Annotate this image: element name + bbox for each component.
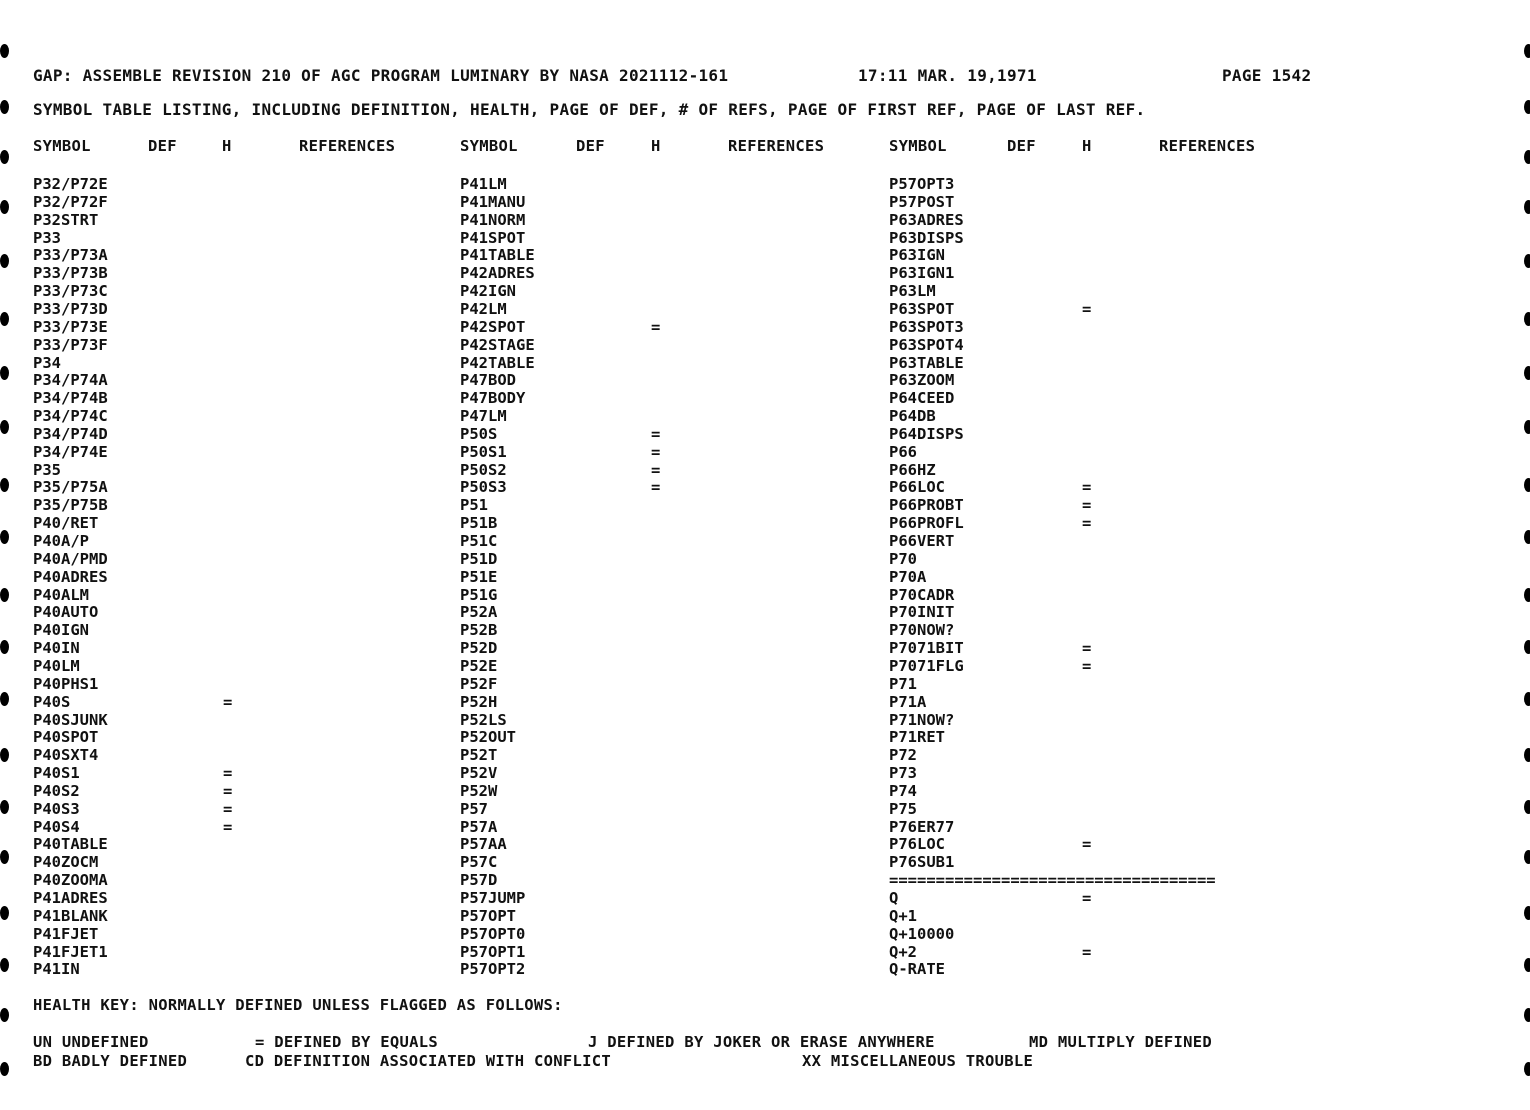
symbol-cell: Q+2 (889, 942, 917, 961)
punch-hole (1524, 906, 1530, 920)
col2-def-header: DEF (576, 137, 605, 155)
symbol-cell: P63ZOOM (889, 371, 955, 390)
health-cell: = (1082, 478, 1092, 497)
symbol-cell: P63IGN (889, 246, 945, 265)
symbol-cell: Q+1 (889, 906, 917, 925)
health-key-md: MD MULTIPLY DEFINED (1029, 1033, 1213, 1051)
symbol-cell: P41TABLE (460, 246, 535, 265)
symbol-cell: P57D (460, 871, 498, 890)
symbol-cell: P40ALM (33, 585, 89, 604)
symbol-cell: P50S (460, 424, 498, 443)
symbol-cell: P34 (33, 353, 61, 372)
symbol-cell: P63LM (889, 282, 936, 301)
symbol-cell: P50S1 (460, 442, 507, 461)
symbol-cell: P57OPT1 (460, 942, 526, 961)
symbol-cell: P71NOW? (889, 710, 955, 729)
health-cell: = (223, 692, 233, 711)
symbol-cell: Q+10000 (889, 924, 955, 943)
punch-hole (1524, 748, 1530, 762)
symbol-cell: P42ADRES (460, 264, 535, 283)
symbol-cell: P40SJUNK (33, 710, 108, 729)
symbol-cell: P70A (889, 567, 927, 586)
symbol-cell: P57OPT0 (460, 924, 526, 943)
col2-references-header: REFERENCES (728, 137, 825, 155)
symbol-cell: P52A (460, 603, 498, 622)
symbol-cell: P42IGN (460, 282, 516, 301)
punch-hole (0, 312, 9, 326)
symbol-cell: P76SUB1 (889, 853, 955, 872)
symbol-cell: P52V (460, 764, 498, 783)
symbol-cell: P33/P73D (33, 299, 108, 318)
symbol-cell: P47LM (460, 407, 507, 426)
symbol-cell: P34/P74E (33, 442, 108, 461)
symbol-cell: P41BLANK (33, 906, 108, 925)
symbol-cell: P57AA (460, 835, 507, 854)
symbol-cell: P35/P75A (33, 478, 108, 497)
col3-h-header: H (1082, 137, 1092, 155)
symbol-cell: P40S (33, 692, 71, 711)
symbol-cell: P63DISPS (889, 228, 964, 247)
punch-hole (1524, 588, 1530, 602)
punch-hole (0, 906, 9, 920)
symbol-cell: P40TABLE (33, 835, 108, 854)
col3-references-header: REFERENCES (1159, 137, 1256, 155)
symbol-cell: P42LM (460, 299, 507, 318)
symbol-cell: P70NOW? (889, 621, 955, 640)
symbol-cell: P63SPOT4 (889, 335, 964, 354)
symbol-cell: P74 (889, 781, 917, 800)
punch-hole (0, 1008, 9, 1022)
symbol-cell: P52T (460, 746, 498, 765)
punch-hole (0, 150, 9, 164)
listing-subtitle: SYMBOL TABLE LISTING, INCLUDING DEFINITION, HEALTH, PAGE OF DEF, # OF REFS, PAGE OF FIRST REF, PAGE OF LAST REF. (33, 100, 1146, 119)
health-cell: = (651, 460, 661, 479)
punch-hole (1524, 692, 1530, 706)
symbol-cell: P73 (889, 764, 917, 783)
symbol-cell: P40ZOOMA (33, 871, 108, 890)
symbol-cell: P66VERT (889, 532, 955, 550)
symbol-cell: P35/P75B (33, 496, 108, 515)
symbol-cell: P40ADRES (33, 567, 108, 586)
punch-hole (1524, 640, 1530, 654)
punch-hole (0, 692, 9, 706)
health-cell: = (1082, 889, 1092, 907)
symbol-cell: P66PROFL (889, 514, 964, 533)
health-cell: = (1082, 942, 1092, 961)
health-key-un: UN UNDEFINED (33, 1033, 149, 1051)
symbol-cell: P40A/P (33, 532, 89, 550)
symbol-cell: P71A (889, 692, 927, 711)
symbol-cell: P33/P73C (33, 282, 108, 301)
symbol-cell: P34/P74B (33, 389, 108, 408)
symbol-cell: P70INIT (889, 603, 955, 622)
symbol-cell: P42STAGE (460, 335, 535, 354)
health-cell: = (1082, 299, 1092, 318)
symbol-cell: P70CADR (889, 585, 955, 604)
health-cell: = (1082, 835, 1092, 854)
health-key-equals: = DEFINED BY EQUALS (255, 1033, 439, 1051)
symbol-cell: P66PROBT (889, 496, 964, 515)
symbol-cell: P41NORM (460, 210, 526, 229)
symbol-cell: P52B (460, 621, 498, 640)
symbol-cell: P41FJET (33, 924, 99, 943)
punch-hole (0, 478, 9, 492)
health-cell: = (223, 764, 233, 783)
listing-datetime: 17:11 MAR. 19,1971 (858, 66, 1037, 85)
symbol-cell: P35 (33, 460, 61, 479)
symbol-cell: P41IN (33, 960, 80, 979)
symbol-cell: P51 (460, 496, 488, 515)
symbol-cell: P57POST (889, 192, 955, 211)
symbol-cell: P40A/PMD (33, 549, 108, 568)
symbol-cell: P34/P74A (33, 371, 108, 390)
symbol-cell: P57OPT3 (889, 175, 955, 193)
health-cell: = (1082, 639, 1092, 658)
table-separator: =================================== (889, 871, 1216, 890)
symbol-cell: P71RET (889, 728, 945, 747)
health-key-j: J DEFINED BY JOKER OR ERASE ANYWHERE (588, 1033, 935, 1051)
symbol-cell: P52D (460, 639, 498, 658)
punch-hole (0, 254, 9, 268)
health-cell: = (223, 817, 233, 836)
symbol-cell: P64CEED (889, 389, 955, 408)
symbol-cell: P40SPOT (33, 728, 99, 747)
health-cell: = (651, 478, 661, 497)
punch-hole (0, 800, 9, 814)
symbol-cell: P34/P74D (33, 424, 108, 443)
symbol-cell: P50S2 (460, 460, 507, 479)
symbol-cell: P66LOC (889, 478, 945, 497)
symbol-cell: P57JUMP (460, 889, 526, 907)
symbol-cell: P70 (889, 549, 917, 568)
symbol-cell: P51C (460, 532, 498, 550)
symbol-cell: P41LM (460, 175, 507, 193)
symbol-cell: P32/P72F (33, 192, 108, 211)
symbol-cell: P64DB (889, 407, 936, 426)
symbol-cell: P51D (460, 549, 498, 568)
symbol-cell: P52LS (460, 710, 507, 729)
symbol-cell: P76ER77 (889, 817, 955, 836)
listing-title: GAP: ASSEMBLE REVISION 210 OF AGC PROGRAM LUMINARY BY NASA 2021112-161 (33, 66, 729, 85)
punch-hole (0, 1062, 9, 1076)
symbol-cell: P63TABLE (889, 353, 964, 372)
symbol-cell: P41FJET1 (33, 942, 108, 961)
health-cell: = (651, 317, 661, 336)
symbol-cell: P40SXT4 (33, 746, 99, 765)
col1-symbol-header: SYMBOL (33, 137, 91, 155)
punch-hole (1524, 44, 1530, 58)
symbol-cell: P32/P72E (33, 175, 108, 193)
symbol-cell: P76LOC (889, 835, 945, 854)
punch-hole (1524, 312, 1530, 326)
symbol-cell: P40S4 (33, 817, 80, 836)
col1-def-header: DEF (148, 137, 177, 155)
health-key-cd: CD DEFINITION ASSOCIATED WITH CONFLICT (245, 1052, 612, 1070)
symbol-cell: P57OPT2 (460, 960, 526, 979)
punch-hole (0, 366, 9, 380)
symbol-cell: P40PHS1 (33, 674, 99, 693)
punch-hole (1524, 200, 1530, 214)
punch-hole (1524, 366, 1530, 380)
col3-def-header: DEF (1007, 137, 1036, 155)
symbol-cell: P40IN (33, 639, 80, 658)
col1-references-header: REFERENCES (299, 137, 396, 155)
col2-h-header: H (651, 137, 661, 155)
symbol-cell: P52E (460, 656, 498, 675)
health-key-xx: XX MISCELLANEOUS TROUBLE (802, 1052, 1034, 1070)
symbol-cell: P57C (460, 853, 498, 872)
symbol-cell: P66 (889, 442, 917, 461)
symbol-cell: P33/P73E (33, 317, 108, 336)
symbol-cell: P42TABLE (460, 353, 535, 372)
symbol-cell: P72 (889, 746, 917, 765)
symbol-cell: P63IGN1 (889, 264, 955, 283)
punch-hole (1524, 420, 1530, 434)
symbol-cell: P42SPOT (460, 317, 526, 336)
health-cell: = (651, 442, 661, 461)
symbol-cell: P32STRT (33, 210, 99, 229)
symbol-cell: P57A (460, 817, 498, 836)
symbol-cell: P47BODY (460, 389, 526, 408)
punch-hole (1524, 478, 1530, 492)
symbol-cell: P57OPT (460, 906, 516, 925)
symbol-cell: P63ADRES (889, 210, 964, 229)
symbol-cell: P40/RET (33, 514, 99, 533)
health-key-bd: BD BADLY DEFINED (33, 1052, 188, 1070)
punch-hole (0, 958, 9, 972)
punch-hole (1524, 800, 1530, 814)
punch-hole (1524, 530, 1530, 544)
punch-hole (0, 420, 9, 434)
symbol-cell: P71 (889, 674, 917, 693)
symbol-cell: P34/P74C (33, 407, 108, 426)
symbol-cell: Q (889, 889, 899, 907)
punch-hole (0, 850, 9, 864)
symbol-cell: Q-RATE (889, 960, 945, 979)
symbol-cell: P47BOD (460, 371, 516, 390)
health-cell: = (1082, 514, 1092, 533)
symbol-cell: P33 (33, 228, 61, 247)
symbol-cell: P52H (460, 692, 498, 711)
symbol-cell: P51G (460, 585, 498, 604)
health-key-title: HEALTH KEY: NORMALLY DEFINED UNLESS FLAGGED AS FOLLOWS: (33, 996, 563, 1014)
col3-symbol-header: SYMBOL (889, 137, 947, 155)
symbol-cell: P40S2 (33, 781, 80, 800)
punch-hole (1524, 254, 1530, 268)
symbol-cell: P52F (460, 674, 498, 693)
punch-hole (0, 530, 9, 544)
health-cell: = (223, 781, 233, 800)
symbol-cell: P41MANU (460, 192, 526, 211)
punch-hole (1524, 100, 1530, 114)
punch-hole (0, 200, 9, 214)
col1-h-header: H (222, 137, 232, 155)
punch-hole (1524, 150, 1530, 164)
symbol-cell: P7071BIT (889, 639, 964, 658)
symbol-cell: P51B (460, 514, 498, 533)
symbol-cell: P33/P73A (33, 246, 108, 265)
symbol-cell: P52OUT (460, 728, 516, 747)
symbol-cell: P40ZOCM (33, 853, 99, 872)
punch-hole (0, 100, 9, 114)
symbol-cell: P40AUTO (33, 603, 99, 622)
symbol-cell: P40S3 (33, 799, 80, 818)
health-cell: = (1082, 496, 1092, 515)
symbol-cell: P50S3 (460, 478, 507, 497)
symbol-cell: P40IGN (33, 621, 89, 640)
punch-hole (1524, 1062, 1530, 1076)
symbol-cell: P33/P73F (33, 335, 108, 354)
punch-hole (0, 588, 9, 602)
health-cell: = (223, 799, 233, 818)
health-cell: = (1082, 656, 1092, 675)
symbol-cell: P75 (889, 799, 917, 818)
symbol-cell: P33/P73B (33, 264, 108, 283)
symbol-cell: P51E (460, 567, 498, 586)
punch-hole (0, 44, 9, 58)
col2-symbol-header: SYMBOL (460, 137, 518, 155)
punch-hole (1524, 958, 1530, 972)
symbol-cell: P40S1 (33, 764, 80, 783)
symbol-cell: P52W (460, 781, 498, 800)
symbol-cell: P41SPOT (460, 228, 526, 247)
symbol-cell: P66HZ (889, 460, 936, 479)
symbol-cell: P40LM (33, 656, 80, 675)
page-number: PAGE 1542 (1222, 66, 1312, 85)
health-cell: = (651, 424, 661, 443)
symbol-cell: P41ADRES (33, 889, 108, 907)
symbol-cell: P7071FLG (889, 656, 964, 675)
punch-hole (1524, 1008, 1530, 1022)
symbol-cell: P63SPOT (889, 299, 955, 318)
punch-hole (0, 640, 9, 654)
symbol-cell: P64DISPS (889, 424, 964, 443)
punch-hole (0, 748, 9, 762)
punch-hole (1524, 850, 1530, 864)
symbol-cell: P63SPOT3 (889, 317, 964, 336)
symbol-cell: P57 (460, 799, 488, 818)
